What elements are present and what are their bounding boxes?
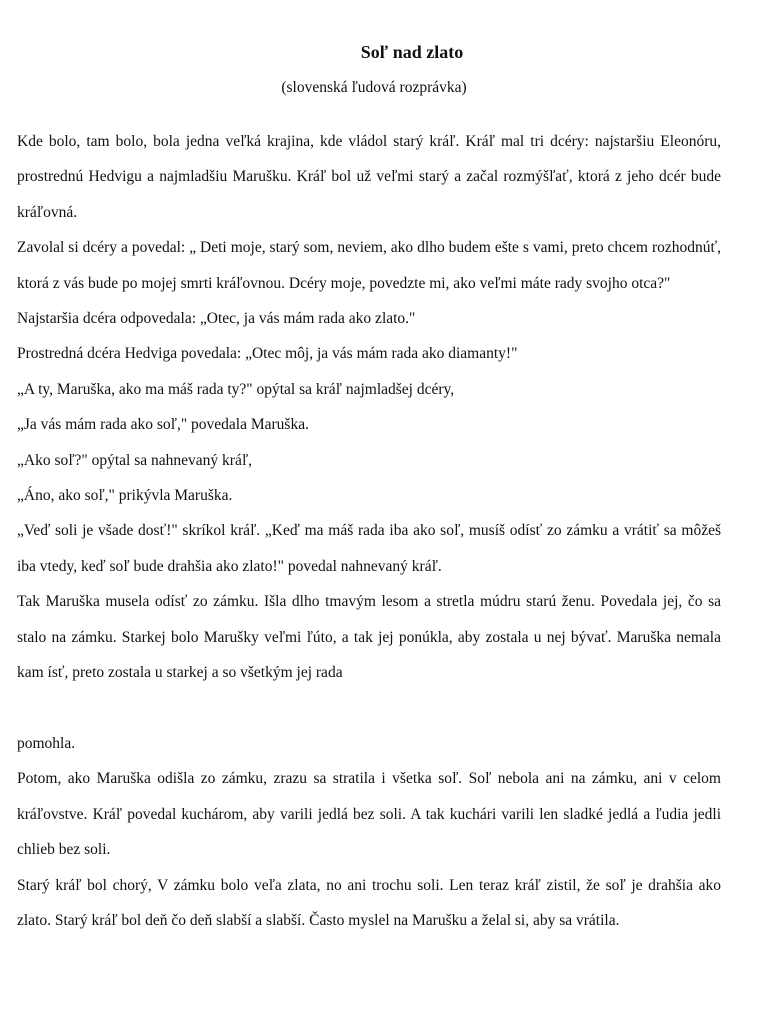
paragraph-intro: Kde bolo, tam bolo, bola jedna veľká krajina, kde vládol starý kráľ. Kráľ mal tri dcéry: najstaršiu Eleonóru, prostrednú Hedvigu a najmladšiu Marušku. Kráľ bol už veľmi starý a začal rozmýšľať, ktorá z jeho dcér bude kráľovná.	[17, 133, 721, 221]
paragraph-king-banish: „Veď soli je všade dosť!" skríkol kráľ. „Keď ma máš rada iba ako soľ, musíš odísť zo zámku a vrátiť sa môžeš iba vtedy, keď soľ bude drahšia ako zlato!" povedal nahnevaný kráľ.	[17, 522, 721, 575]
paragraph-king-angry: „Ako soľ?" opýtal sa nahnevaný kráľ,	[17, 451, 252, 469]
paragraph-forest: Tak Maruška musela odísť zo zámku. Išla dlho tmavým lesom a stretla múdru starú ženu. Povedala jej, čo sa stalo na zámku. Starkej bolo Marušky veľmi ľúto, a tak jej ponúkla, aby zostala u nej bývať. Maruška nemala kam ísť, preto zostala u starkej a so všetkým jej rada	[17, 593, 721, 682]
paragraph-king-speech: Zavolal si dcéry a povedal: „ Deti moje, starý som, neviem, ako dlho budem ešte s vami, preto chcem rozhodnúť, ktorá z vás bude po mojej smrti kráľovnou. Dcéry moje, povedzte mi, ako veľmi máte rady svojho otca?"	[17, 239, 721, 292]
paragraph-middle-answer: Prostredná dcéra Hedviga povedala: „Otec môj, ja vás mám rada ako diamanty!"	[17, 345, 518, 363]
paragraph-king-question: „A ty, Maruška, ako ma máš rada ty?" opýtal sa kráľ najmladšej dcéry,	[17, 380, 455, 398]
document-subtitle: (slovenská ľudová rozprávka)	[281, 79, 467, 96]
document-title: Soľ nad zlato	[360, 42, 464, 62]
paragraph-eldest-answer: Najstaršia dcéra odpovedala: „Otec, ja vás mám rada ako zlato."	[17, 310, 416, 328]
paragraph-salt-lost: Potom, ako Maruška odišla zo zámku, zrazu sa stratila i všetka soľ. Soľ nebola ani na zámku, ani v celom kráľovstve. Kráľ povedal kuchárom, aby varili jedlá bez soli. A tak kuchári varili len sladké jedlá a ľudia jedli chlieb bez soli.	[17, 770, 721, 859]
paragraph-helped: pomohla.	[17, 734, 76, 752]
paragraph-king-ill: Starý kráľ bol chorý, V zámku bolo veľa zlata, no ani trochu soli. Len teraz kráľ zistil, že soľ je drahšia ako zlato. Starý kráľ bol deň čo deň slabší a slabší. Často myslel na Marušku a želal si, aby sa vrátila.	[17, 876, 721, 929]
story-body	[17, 124, 721, 938]
paragraph-gap	[17, 691, 721, 726]
paragraph-maruska-answer: „Ja vás mám rada ako soľ," povedala Maruška.	[17, 416, 309, 434]
paragraph-maruska-nod: „Áno, ako soľ," prikývla Maruška.	[17, 487, 233, 505]
